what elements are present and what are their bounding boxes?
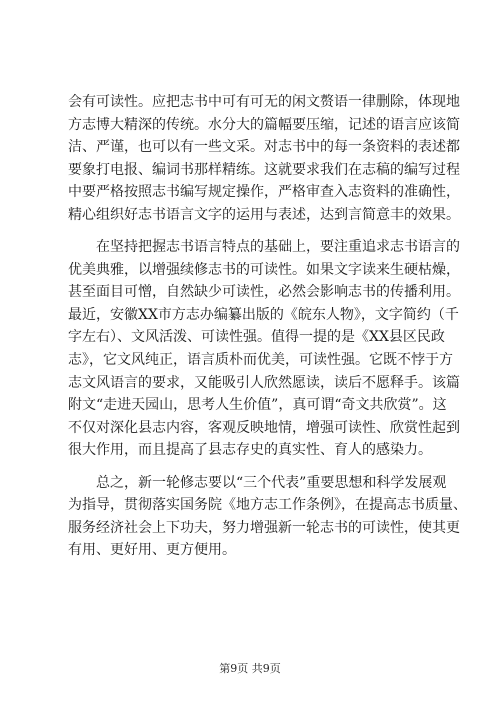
paragraph-line: 很大作用，而且提高了县志存史的真实性、育人的感染力。 <box>68 442 432 459</box>
paragraph-line: 会有可读性。应把志书中可有可无的闲文赘语一律删除，体现地 <box>68 94 460 110</box>
paragraph-3 <box>68 472 467 562</box>
paragraph-2 <box>68 236 460 462</box>
paragraph-line: 字左右）、文风活泼、可读性强。值得一提的是《XX县区民政 <box>68 329 445 346</box>
paragraph-line: 甚至面目可憎，自然缺少可读性，必然会影响志书的传播利用。 <box>68 284 460 301</box>
paragraph-line: 服务经济社会上下功夫，努力增强新一轮志书的可读性，使其更 <box>68 519 460 536</box>
document-body <box>68 91 467 562</box>
paragraph-line: 最近，安徽XX市方志办编纂出版的《皖东人物》，文字简约（千 <box>68 306 459 323</box>
paragraph-line: 有用、更好用、更方便用。 <box>68 542 236 559</box>
page-footer: 第9页 共9页 <box>219 662 281 675</box>
paragraph-line: 方志博大精深的传统。水分大的篇幅要压缩，记述的语言应该简 <box>68 116 460 133</box>
paragraph-line: 优美典雅，以增强续修志书的可读性。如果文字读来生硬枯燥， <box>68 261 460 278</box>
paragraph-1 <box>68 91 460 227</box>
paragraph-line: 洁、严谨，也可以有一些文采。对志书中的每一条资料的表述都 <box>68 139 460 156</box>
paragraph-line: 精心组织好志书语言文字的运用与表述，达到言简意丰的效果。 <box>68 206 460 223</box>
paragraph-line: 总之，新一轮修志要以“三个代表”重要思想和科学发展观 <box>96 474 447 491</box>
paragraph-line: 志》，它文风纯正，语言质朴而优美，可读性强。它既不悖于方 <box>68 352 453 369</box>
paragraph-line: 志文风语言的要求，又能吸引人欣然愿读，读后不愿释手。该篇 <box>68 374 460 391</box>
paragraph-line: 为指导，贯彻落实国务院《地方志工作条例》，在提高志书质量、 <box>68 497 467 514</box>
paragraph-line: 附文“走进天园山，思考人生价值”，真可谓“奇文共欣赏”。这 <box>68 397 447 414</box>
paragraph-line: 不仅对深化县志内容，客观反映地情，增强可读性、欣赏性起到 <box>68 419 460 436</box>
paragraph-line: 在坚持把握志书语言特点的基础上，要注重追求志书语言的 <box>96 239 460 256</box>
paragraph-line: 中要严格按照志书编写规定操作，严格审查入志资料的准确性， <box>68 184 460 201</box>
paragraph-line: 要象打电报、编词书那样精练。这就要求我们在志稿的编写过程 <box>68 161 460 178</box>
